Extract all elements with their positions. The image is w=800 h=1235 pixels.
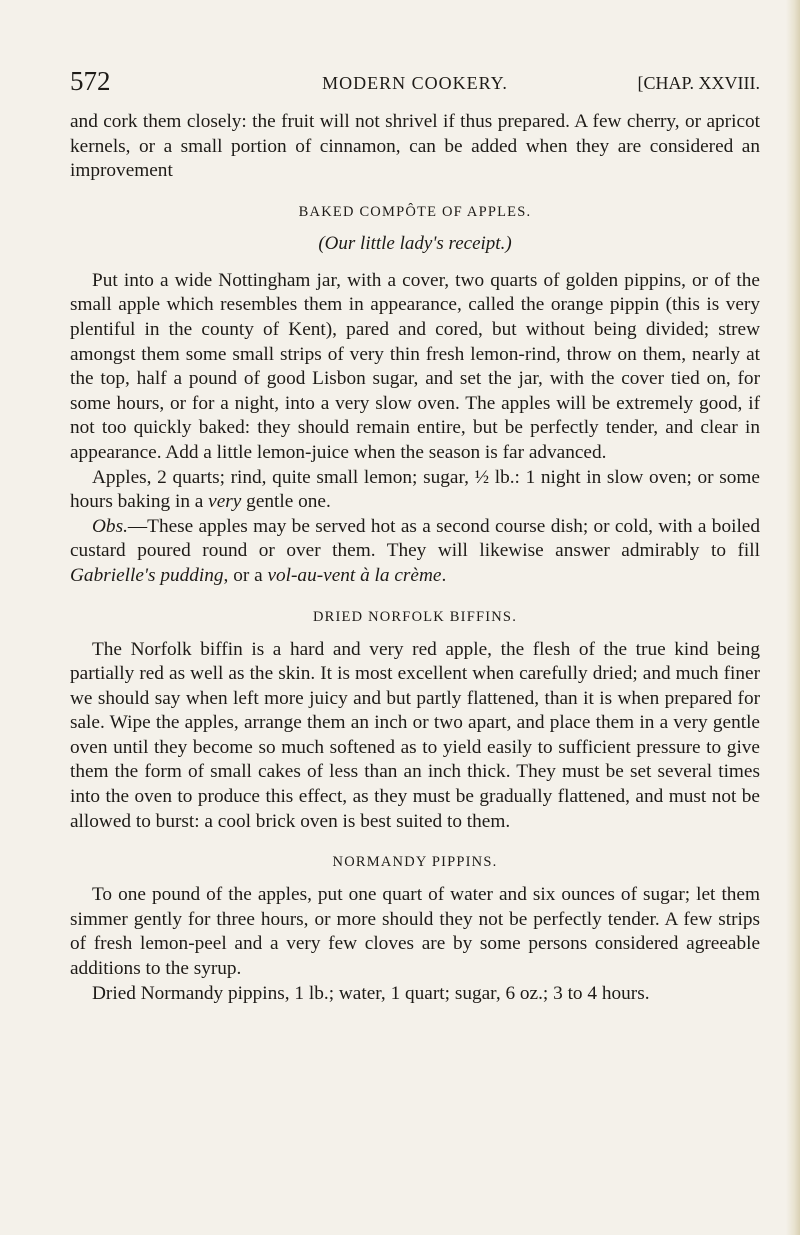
running-title: MODERN COOKERY. xyxy=(322,73,508,93)
obs-text: —These apples may be served hot as a second course dish; or cold, with a boiled custard poured round or over them. They will likewise answer admirably to fill xyxy=(70,515,760,562)
running-header xyxy=(70,66,760,110)
book-page xyxy=(70,66,760,1006)
obs-label: Obs. xyxy=(92,515,128,537)
recipe-heading-baked-compote: BAKED COMPÔTE OF APPLES. xyxy=(298,203,532,220)
page-number: 572 xyxy=(70,66,111,96)
recipe-subheading: (Our little lady's receipt.) xyxy=(318,232,512,254)
recipe-paragraph: To one pound of the apples, put one quart of water and six ounces of sugar; let them simmer gently for three hours, or more should they not be perfectly tender. A few strips of fresh lemon-peel and a very few cloves are by some persons considered agreeable additions to the syrup. xyxy=(70,884,760,980)
recipe-heading-norfolk-biffins: DRIED NORFOLK BIFFINS. xyxy=(312,608,518,625)
chapter-reference: [CHAP. XXVIII. xyxy=(637,73,760,93)
pudding-name: Gabrielle's pudding xyxy=(70,564,224,586)
obs-text-mid: , or a xyxy=(223,564,268,586)
vol-au-vent-name: vol-au-vent à la crème xyxy=(267,564,442,586)
summary-text: Apples, 2 quarts; rind, quite small lemon; sugar, ½ lb.: 1 night in slow oven; or some hours baking in a xyxy=(70,466,760,513)
intro-paragraph: and cork them closely: the fruit will not shrivel if thus prepared. A few cherry, or apricot kernels, or a small portion of cinnamon, can be added when they are considered an improvement xyxy=(70,111,760,182)
page-edge xyxy=(786,0,800,1235)
recipe-summary xyxy=(70,466,760,515)
summary-text-end: gentle one. xyxy=(241,491,331,513)
observation-paragraph xyxy=(70,515,760,589)
emphasis: very xyxy=(208,491,242,513)
obs-text-end: . xyxy=(441,564,447,586)
recipe-summary: Dried Normandy pippins, 1 lb.; water, 1 quart; sugar, 6 oz.; 3 to 4 hours. xyxy=(92,982,650,1004)
recipe-paragraph: Put into a wide Nottingham jar, with a cover, two quarts of golden pippins, or of the small apple which resembles them in appearance, called the orange pippin (this is very plentiful in the county of Kent), pared and cored, but without being divided; strew amongst them some small strips of very thin fresh lemon-rind, throw on them, nearly at the top, half a pound of good Lisbon sugar, and set the jar, with the cover tied on, for some hours, or for a night, into a very slow oven. The apples will be extremely good, if not too quickly baked: they should remain entire, but be perfectly tender, and clear in appearance. Add a little lemon-juice when the season is far advanced. xyxy=(70,269,760,463)
recipe-heading-normandy-pippins: NORMANDY PIPPINS. xyxy=(332,854,498,871)
recipe-paragraph: The Norfolk biffin is a hard and very red apple, the flesh of the true kind being partially red as well as the skin. It is most excellent when carefully dried; and much finer we should say when left more juicy and but partly flattened, than it is when prepared for sale. Wipe the apples, arrange them an inch or two apart, and place them in a very gentle oven until they become so much softened as to yield easily to sufficient pressure to give them the form of small cakes of less than an inch thick. They must be set several times into the oven to produce this effect, as they must be gradually flattened, and must not be allowed to burst: a cool brick oven is best suited to them. xyxy=(70,638,760,832)
